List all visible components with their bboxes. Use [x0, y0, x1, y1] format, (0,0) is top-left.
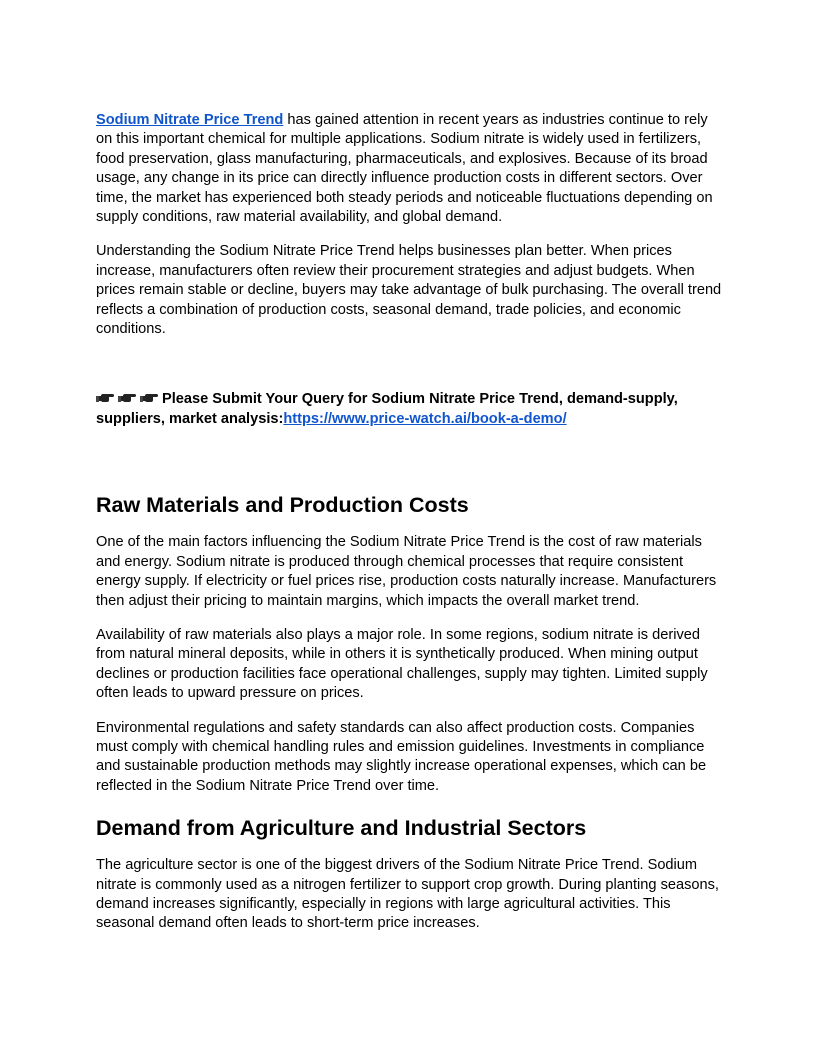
intro-paragraph-2: Understanding the Sodium Nitrate Price Trend helps businesses plan better. When prices increase, manufacturers often review their procurement strategies and adjust budgets. When prices remain stable or decline, buyers may take advantage of bulk purchasing. The overall trend reflects a combination of production costs, seasonal demand, trade policies, and economic conditions.: [96, 243, 722, 338]
raw-materials-paragraph-3: Environmental regulations and safety standards can also affect production costs. Companies must comply with chemical handling rules and emission guidelines. Investments in compliance and sustainable production methods may slightly increase operational expenses, which can be reflected in the Sodium Nitrate Price Trend over time.: [96, 719, 707, 794]
pointing-hand-icon: [140, 391, 162, 407]
demand-paragraph-1: The agriculture sector is one of the biggest drivers of the Sodium Nitrate Price Trend. Sodium nitrate is commonly used as a nitrogen fertilizer to support crop growth. During planting seasons, demand increases significantly, especially in regions with large agricultural activities. This seasonal demand often leads to short-term price increases.: [96, 857, 719, 932]
sodium-nitrate-price-trend-link[interactable]: Sodium Nitrate Price Trend: [96, 112, 284, 128]
pointing-hand-icon: [96, 391, 118, 407]
document-page: [96, 111, 722, 949]
cta-paragraph: [96, 390, 722, 429]
cta-text: Please Submit Your Query for Sodium Nitrate Price Trend, demand-supply, suppliers, market analysis:: [96, 391, 678, 427]
intro-paragraph-1-text: has gained attention in recent years as industries continue to rely on this important chemical for multiple applications. Sodium nitrate is widely used in fertilizers, food preservation, glass manufacturing, pharmaceuticals, and explosives. Because of its broad usage, any change in its price can directly influence production costs in different sectors. Over time, the market has experienced both steady periods and noticeable fluctuations depending on supply conditions, raw material availability, and global demand.: [96, 112, 713, 226]
raw-materials-paragraph-1: One of the main factors influencing the Sodium Nitrate Price Trend is the cost of raw materials and energy. Sodium nitrate is produced through chemical processes that require consistent energy supply. If electricity or fuel prices rise, production costs naturally increase. Manufacturers then adjust their pricing to maintain margins, which impacts the overall market trend.: [96, 534, 717, 609]
section-heading-demand: Demand from Agriculture and Industrial Sectors: [96, 816, 587, 841]
section-heading-raw-materials: Raw Materials and Production Costs: [96, 493, 469, 518]
pointing-hand-icon: [118, 391, 140, 407]
raw-materials-paragraph-2: Availability of raw materials also plays a major role. In some regions, sodium nitrate is derived from natural mineral deposits, while in others it is synthetically produced. When mining output declines or production facilities face operational challenges, supply may tighten. Limited supply often leads to upward pressure on prices.: [96, 626, 708, 702]
book-a-demo-link[interactable]: https://www.price-watch.ai/book-a-demo/: [283, 410, 567, 427]
intro-paragraph-1: [96, 111, 722, 227]
